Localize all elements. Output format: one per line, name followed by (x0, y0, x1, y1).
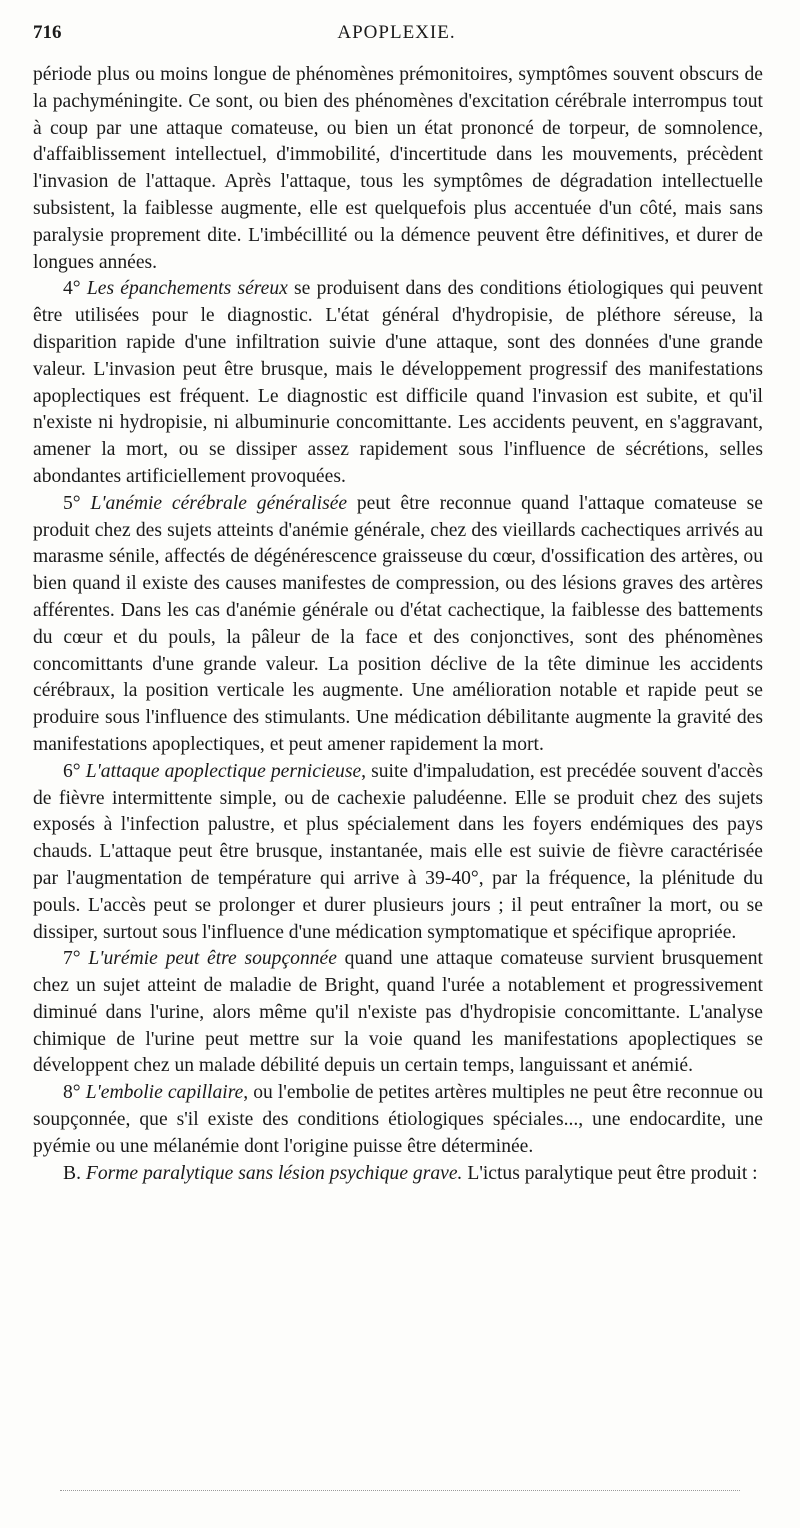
section-heading: Forme paralytique sans lésion psychique grave. (85, 1162, 463, 1184)
page-number: 716 (33, 22, 62, 43)
paragraph-section-b (33, 1161, 763, 1188)
paragraph-text: période plus ou moins longue de phénomènes prémonitoires, symptômes souvent obscurs de la pachyméningite. Ce sont, ou bien des phénomènes d'excitation cérébrale interrompus tout à coup par une attaque comateuse, ou bien un état prononcé de torpeur, de somnolence, d'affaiblissement intellectuel, d'immobilité, d'incertitude dans les mouvements, précèdent l'invasion de l'attaque. Après l'attaque, tous les symptômes de dégradation intellectuelle subsistent, la faiblesse augmente, elle est quelquefois plus accentuée d'un côté, mais sans paralysie proprement dite. L'imbécillité ou la démence peuvent être définitives, et durer de longues années. (33, 64, 763, 273)
item-number: 8° (63, 1082, 81, 1104)
page-header (33, 22, 760, 50)
paragraph-item-8 (33, 1080, 763, 1160)
paragraph-item-7 (33, 946, 763, 1080)
paragraph-item-4 (33, 276, 763, 490)
paragraph-item-5 (33, 491, 763, 759)
body-text (33, 62, 763, 1187)
paragraph-continuation (33, 62, 763, 276)
paragraph-item-6 (33, 759, 763, 947)
paragraph-text: L'ictus paralytique peut être produit : (462, 1162, 758, 1184)
section-letter: B. (63, 1162, 81, 1184)
item-number: 6° (63, 760, 81, 782)
item-number: 5° (63, 492, 81, 514)
item-number: 7° (63, 948, 81, 970)
paragraph-text: quand une attaque comateuse survient brusquement chez un sujet atteint de maladie de Bright, quand l'urée a notablement et progressivement diminué dans l'urine, alors même qu'il n'existe pas d'hydropisie concomittante. L'analyse chimique de l'urine peut mettre sur la voie quand les manifestations apoplectiques se développent chez un malade débilité depuis un certain temps, languissant et anémié. (33, 948, 763, 1077)
item-heading: L'urémie peut être soupçonnée (88, 948, 337, 970)
item-heading: Les épanchements séreux (86, 278, 288, 300)
paragraph-text: , ou l'embolie de petites artères multiples ne peut être reconnue ou soupçonnée, que s'il existe des conditions étiologiques spéciales..., une endocardite, une pyémie ou une mélanémie dont l'origine puisse être déterminée. (33, 1082, 764, 1157)
footer-divider (60, 1490, 740, 1491)
paragraph-text: peut être reconnue quand l'attaque comateuse se produit chez des sujets atteints d'anémie générale, chez des vieillards cachectiques arrivés au marasme sénile, affectés de dégénérescence graisseuse du cœur, d'ossification des artères, ou bien quand il existe des causes manifestes de compression, ou des lésions graves des artères afférentes. Dans les cas d'anémie générale ou d'état cachectique, la faiblesse des battements du cœur et du pouls, la pâleur de la face et des conjonctives, sont des phénomènes concomittants d'une grande valeur. La position déclive de la tête diminue les accidents cérébraux, la position verticale les augmente. Une amélioration notable et rapide peut se produire sous l'influence des stimulants. Une médication débilitante augmente la gravité des manifestations apoplectiques, et peut amener rapidement la mort. (33, 492, 763, 755)
paragraph-text: se produisent dans des conditions étiologiques qui peuvent être utilisées pour le diagnostic. L'état général d'hydropisie, de pléthore séreuse, la disparition rapide d'une infiltration suivie d'une attaque, sont des données d'une grande valeur. L'invasion peut être brusque, mais le développement progressif des manifestations apoplectiques est fréquent. Le diagnostic est difficile quand l'invasion est subite, et qu'il n'existe ni hydropisie, ni albuminurie concomittante. Les accidents peuvent, en s'aggravant, amener la mort, ou se dissiper assez rapidement sous l'influence de sécrétions, selles abondantes artificiellement provoquées. (33, 278, 763, 487)
item-heading: L'attaque apoplectique pernicieuse (85, 760, 362, 782)
item-heading: L'embolie capillaire (85, 1082, 244, 1104)
item-heading: L'anémie cérébrale généralisée (90, 492, 348, 514)
item-number: 4° (63, 278, 81, 300)
running-title: APOPLEXIE. (337, 22, 456, 43)
paragraph-text: , suite d'impaludation, est precédée souvent d'accès de fièvre intermittente simple, ou de cachexie paludéenne. Elle se produit chez des sujets exposés à l'infection palustre, et plus spécialement dans les foyers endémiques des pays chauds. L'attaque peut être brusque, instantanée, mais elle est suivie de fièvre caractérisée par l'augmentation de température qui arrive à 39-40°, par la fréquence, la plénitude du pouls. L'accès peut se prolonger et durer plusieurs jours ; il peut entraîner la mort, ou se dissiper, surtout sous l'influence d'une médication symptomatique et spécifique apropriée. (33, 760, 763, 943)
